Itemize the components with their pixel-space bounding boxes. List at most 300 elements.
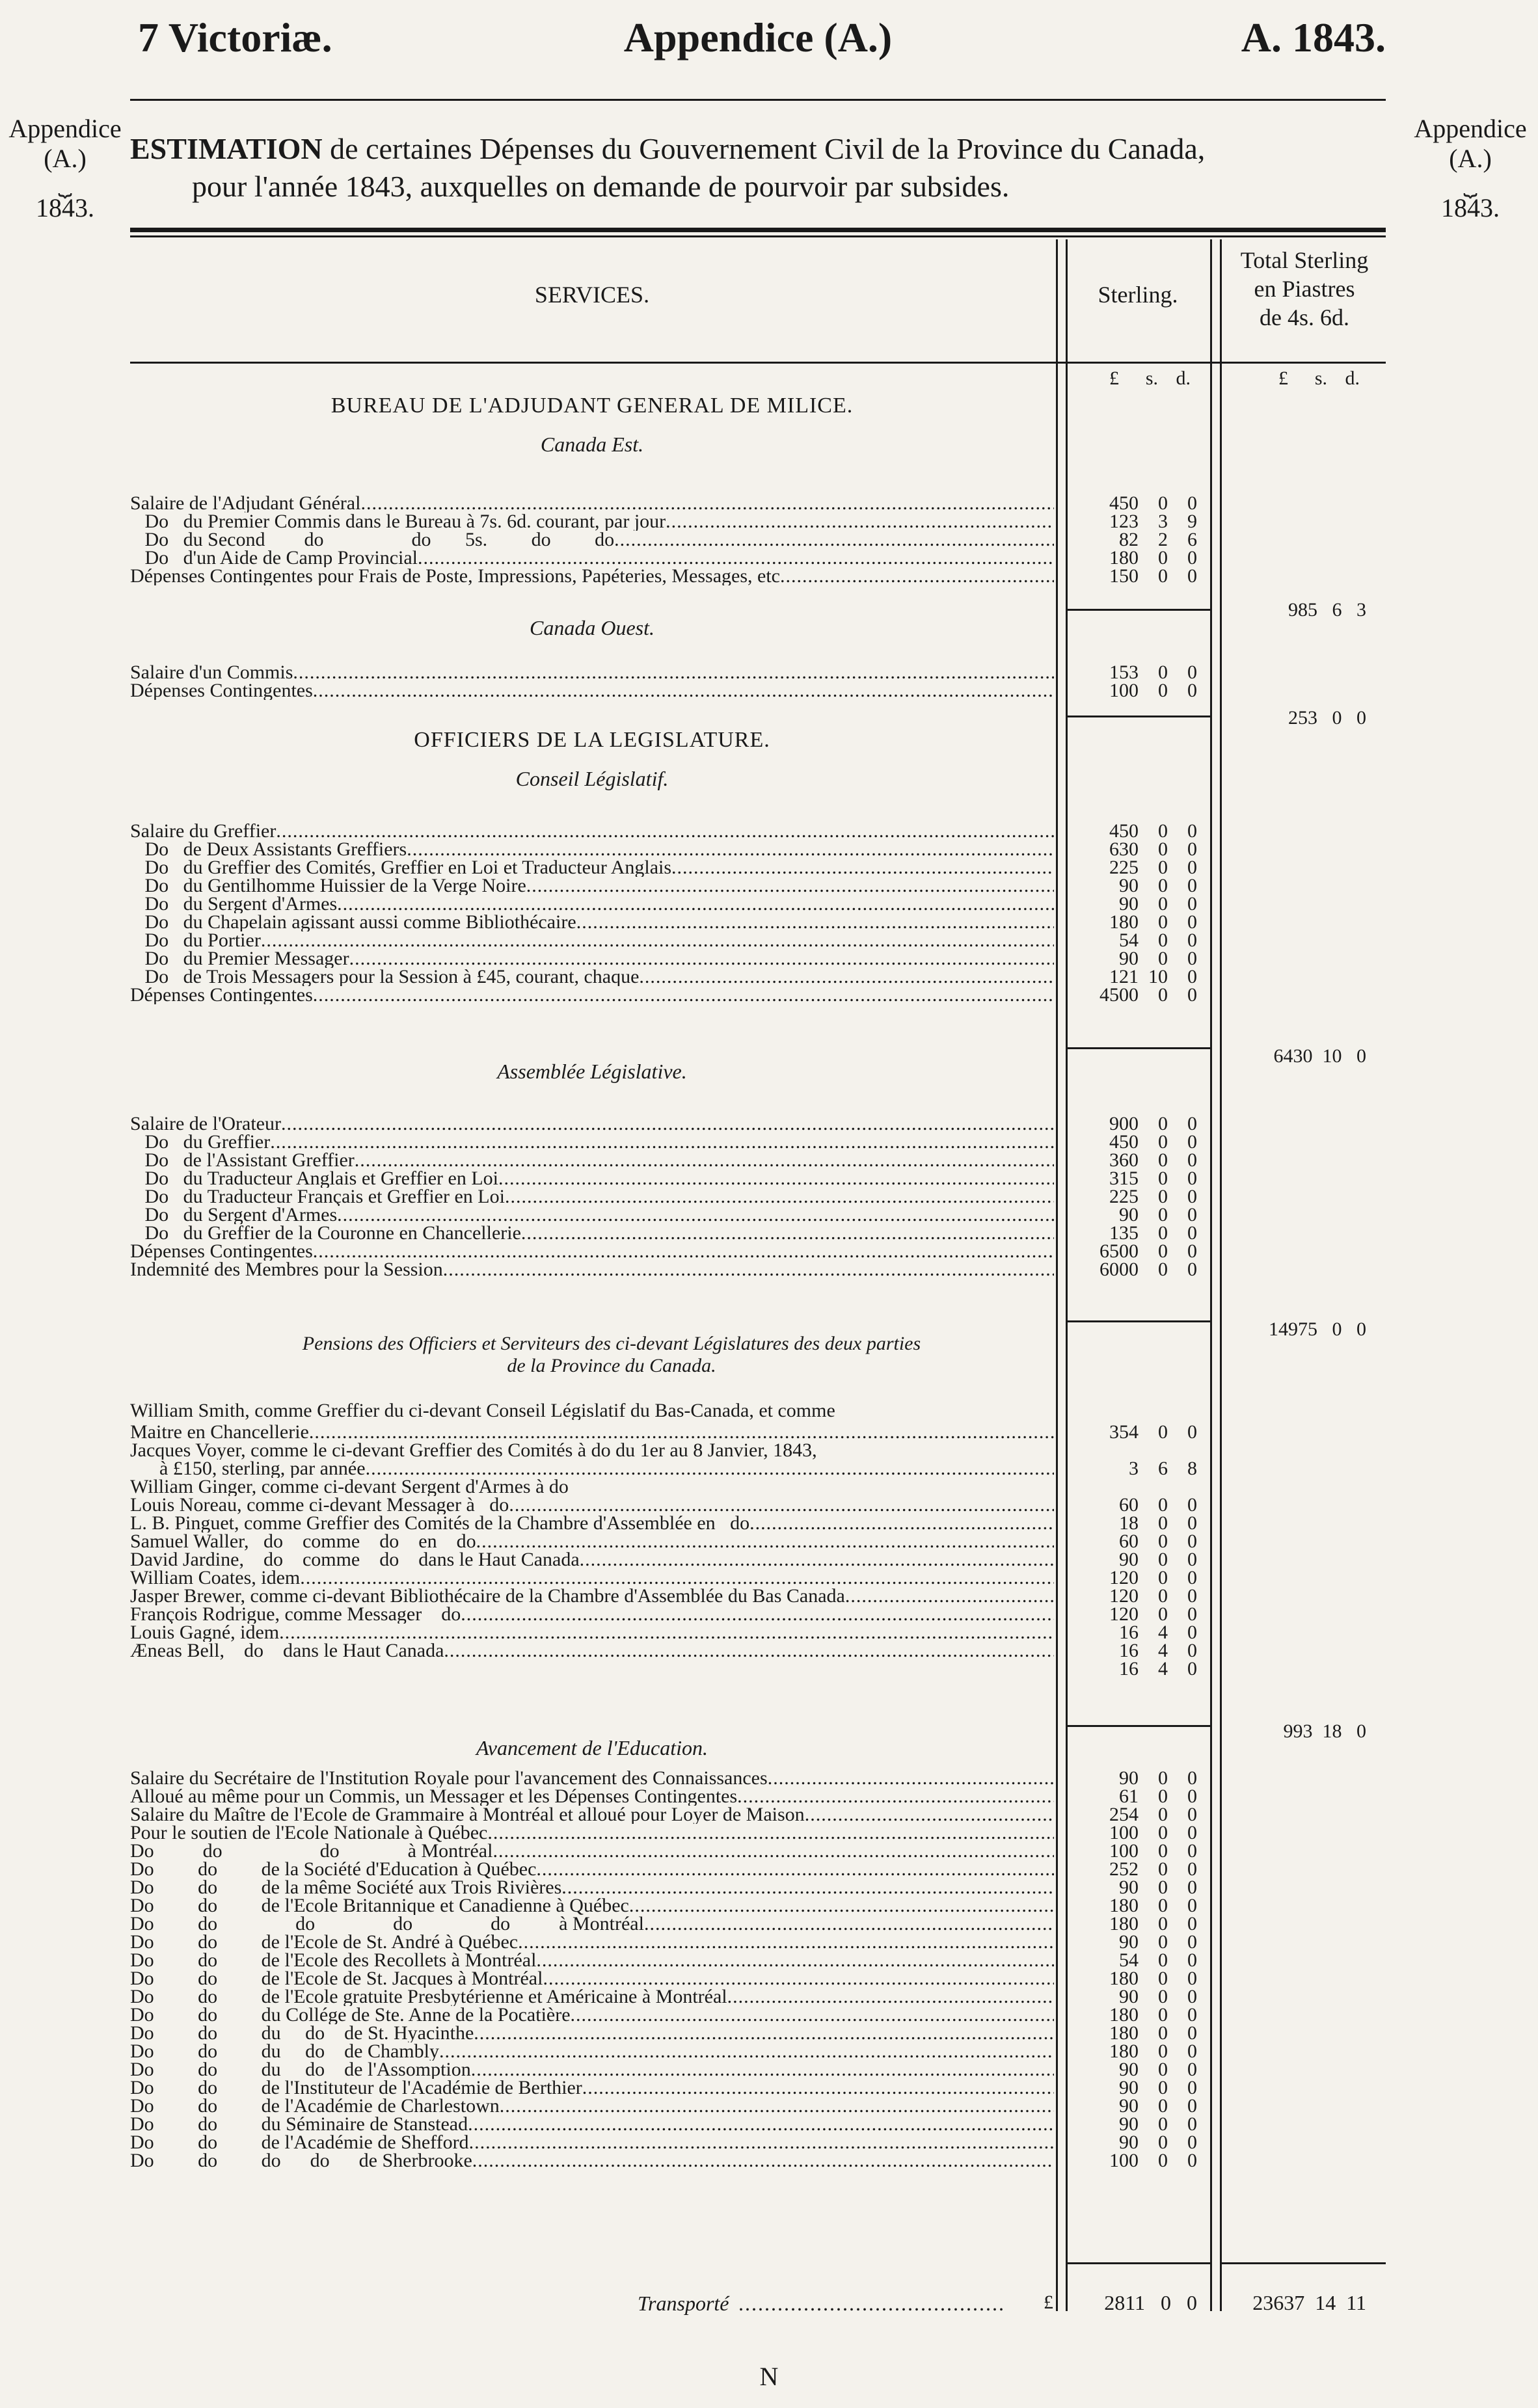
row-label: Dépenses Contingentes pour Frais de Poste, Impressions, Papéteries, Messages, etc .....	[130, 567, 1054, 585]
row-pence: 0	[1187, 1858, 1197, 1880]
row-pounds: 6000	[1100, 1259, 1139, 1280]
row-label: Do de Deux Assistants Greffiers .....	[130, 840, 1054, 859]
row-pounds: 18	[1119, 1512, 1139, 1534]
row-label: Do do du do de l'Assomption .....	[130, 2061, 1054, 2079]
row-pounds: 90	[1119, 893, 1139, 915]
row-shillings: 0	[1158, 1549, 1168, 1570]
row-label: Do do du Collége de Ste. Anne de la Pocatière .....	[130, 2006, 1054, 2024]
row-pounds: 450	[1109, 820, 1139, 842]
table-row	[130, 1951, 1386, 1970]
row-label: Do du Portier .....	[130, 931, 1054, 950]
row-shillings: 0	[1158, 1767, 1168, 1789]
row-pence: 0	[1187, 1494, 1197, 1516]
row-label: Salaire du Greffier .....	[130, 822, 1054, 840]
row-pence: 0	[1187, 1640, 1197, 1661]
unit-pence: d.	[1176, 368, 1191, 389]
table-row	[130, 1532, 1386, 1551]
page-header	[130, 12, 1386, 64]
row-pounds: 630	[1109, 838, 1139, 860]
row-pence: 0	[1187, 2022, 1197, 2044]
row-pounds: 90	[1119, 1204, 1139, 1225]
row-shillings: 0	[1158, 2077, 1168, 2098]
row-label: Do do du Séminaire de Stanstead .....	[130, 2115, 1054, 2134]
table-row	[130, 1806, 1386, 1824]
row-pence: 0	[1187, 1986, 1197, 2007]
subtotal-rule	[1066, 1047, 1210, 1049]
row-shillings: 0	[1158, 1858, 1168, 1880]
row-label: Do do do do de Sherbrooke .....	[130, 2152, 1054, 2170]
table-row	[130, 1496, 1386, 1514]
row-shillings: 0	[1158, 1968, 1168, 1989]
row-shillings: 0	[1158, 2150, 1168, 2171]
subtotal-rule	[1066, 609, 1210, 611]
row-shillings: 0	[1158, 1877, 1168, 1898]
row-pounds: 135	[1109, 1222, 1139, 1244]
row-pounds: 150	[1109, 565, 1139, 587]
col-header-sterling: Sterling.	[1098, 282, 1178, 308]
subtotal-rule	[1066, 1320, 1210, 1322]
row-label: Louis Noreau, comme ci-devant Messager à do .....	[130, 1496, 1054, 1514]
row-pence: 0	[1187, 1186, 1197, 1207]
row-shillings: 0	[1158, 875, 1168, 896]
table-row	[130, 1242, 1386, 1261]
row-pounds: 90	[1119, 1767, 1139, 1789]
row-label: Salaire du Secrétaire de l'Institution Royale pour l'avancement des Connaissances .....	[130, 1769, 1054, 1787]
table-row	[130, 1587, 1386, 1605]
row-shillings: 0	[1158, 2113, 1168, 2135]
row-shillings: 0	[1158, 1840, 1168, 1862]
row-pounds: 16	[1119, 1622, 1139, 1643]
row-shillings: 0	[1158, 2095, 1168, 2117]
subsection-canada-est: Canada Est.	[540, 433, 644, 456]
row-shillings: 0	[1158, 1131, 1168, 1153]
row-shillings: 0	[1158, 1567, 1168, 1588]
row-pence: 0	[1187, 1658, 1197, 1679]
table-row	[130, 513, 1386, 531]
row-label: Louis Gagné, idem .....	[130, 1624, 1054, 1642]
row-pence: 0	[1187, 948, 1197, 969]
row-label: Do do de l'Ecole Britannique et Canadienne à Québec .....	[130, 1897, 1054, 1915]
row-pence: 0	[1187, 1240, 1197, 1262]
row-shillings: 0	[1158, 1168, 1168, 1189]
table-row	[130, 567, 1386, 585]
table-row	[130, 1224, 1386, 1242]
table-row	[130, 663, 1386, 682]
row-label: Alloué au même pour un Commis, un Messager et les Dépenses Contingentes .....	[130, 1787, 1054, 1806]
table-row	[130, 895, 1386, 913]
brace-icon: ⏟	[1463, 170, 1477, 196]
row-shillings: 0	[1158, 911, 1168, 933]
table-row	[130, 859, 1386, 877]
row-pounds: 225	[1109, 857, 1139, 878]
col-header-services: SERVICES.	[534, 282, 650, 308]
row-shillings: 0	[1158, 1949, 1168, 1971]
row-label: François Rodrigue, comme Messager do .....	[130, 1605, 1054, 1624]
table-row	[130, 1988, 1386, 2006]
row-shillings: 0	[1158, 1822, 1168, 1843]
row-pounds: 16	[1119, 1658, 1139, 1679]
row-label: Salaire de l'Orateur .....	[130, 1115, 1054, 1133]
row-pence: 0	[1187, 1168, 1197, 1189]
row-pounds: 180	[1109, 2004, 1139, 2026]
row-pounds: 360	[1109, 1149, 1139, 1171]
transport-total: 23637 14 11	[1252, 2291, 1366, 2314]
row-pounds: 100	[1109, 2150, 1139, 2171]
row-pounds: 90	[1119, 1877, 1139, 1898]
row-shillings: 10	[1148, 966, 1168, 987]
row-pence: 0	[1187, 1204, 1197, 1225]
row-label: Do d'un Aide de Camp Provincial .....	[130, 549, 1054, 567]
row-label: Do du Greffier .....	[130, 1133, 1054, 1151]
row-pounds: 90	[1119, 875, 1139, 896]
row-shillings: 0	[1158, 1913, 1168, 1934]
row-label: Do do de l'Ecole de St. André à Québec .....	[130, 1933, 1054, 1951]
row-label: Do do de l'Ecole gratuite Presbytérienne et Américaine à Montréal .....	[130, 1988, 1054, 2006]
side-note-right: Appendice (A.) ⏟ 1843.	[1405, 114, 1535, 223]
row-shillings: 0	[1158, 1259, 1168, 1280]
row-pounds: 121	[1109, 966, 1139, 987]
table-row	[130, 1551, 1386, 1569]
row-shillings: 0	[1158, 1512, 1168, 1534]
row-pence: 0	[1187, 1531, 1197, 1552]
row-label: Do do du do de St. Hyacinthe .....	[130, 2024, 1054, 2042]
row-label: Do du Traducteur Anglais et Greffier en Loi .....	[130, 1170, 1054, 1188]
row-pounds: 180	[1109, 547, 1139, 569]
row-shillings: 0	[1158, 1113, 1168, 1134]
row-pounds: 90	[1119, 948, 1139, 969]
row-shillings: 0	[1158, 680, 1168, 701]
total-milice-est: 985 6 3	[1288, 599, 1366, 621]
row-label: Do do de l'Académie de Charlestown .....	[130, 2097, 1054, 2115]
row-pounds: 100	[1109, 1840, 1139, 1862]
row-pence: 0	[1187, 2077, 1197, 2098]
row-label: Do do de l'Académie de Shefford .....	[130, 2134, 1054, 2152]
table-row	[130, 840, 1386, 859]
row-pence: 0	[1187, 565, 1197, 587]
table-row: William Ginger, comme ci-devant Sergent d'Armes à do	[130, 1478, 569, 1496]
row-pounds: 180	[1109, 2040, 1139, 2062]
row-pence: 0	[1187, 857, 1197, 878]
table-row	[130, 1769, 1386, 1787]
row-pence: 0	[1187, 2095, 1197, 2117]
row-label: Do du Greffier des Comités, Greffier en Loi et Traducteur Anglais .....	[130, 859, 1054, 877]
unit-shilling: s.	[1145, 368, 1158, 389]
row-pence: 0	[1187, 1895, 1197, 1916]
total-pensions: 993 18 0	[1283, 1720, 1366, 1742]
row-pounds: 90	[1119, 2095, 1139, 2117]
row-shillings: 0	[1158, 1986, 1168, 2007]
unit-pound: £	[1109, 368, 1119, 389]
subsection-canada-ouest: Canada Ouest.	[530, 616, 654, 639]
subtotal-rule	[1066, 716, 1210, 717]
row-label: Do du Traducteur Français et Greffier en Loi .....	[130, 1188, 1054, 1206]
row-pounds: 100	[1109, 680, 1139, 701]
row-pounds: 90	[1119, 2132, 1139, 2153]
subsection-assemblee: Assemblée Législative.	[497, 1060, 687, 1083]
transport-label: Transporté	[638, 2292, 729, 2315]
row-pence: 0	[1187, 820, 1197, 842]
section-milice: BUREAU DE L'ADJUDANT GENERAL DE MILICE.	[331, 394, 854, 418]
row-shillings: 3	[1158, 511, 1168, 532]
footer-signature: N	[759, 2362, 779, 2391]
transport-dots: .........................................	[738, 2292, 1005, 2315]
row-pence: 0	[1187, 1603, 1197, 1625]
row-pence: 0	[1187, 492, 1197, 514]
table-row	[130, 1642, 1386, 1660]
row-label: David Jardine, do comme do dans le Haut Canada .....	[130, 1551, 1054, 1569]
row-shillings: 0	[1158, 893, 1168, 915]
table-row	[130, 877, 1386, 895]
col-header-total: Total Sterling en Piastres de 4s. 6d.	[1240, 247, 1369, 330]
row-shillings: 0	[1158, 662, 1168, 683]
table-row	[130, 2097, 1386, 2115]
unit-pence: d.	[1345, 368, 1360, 389]
row-pounds: 82	[1119, 529, 1139, 550]
transport-sterling: 2811 0 0	[1104, 2291, 1197, 2314]
row-pounds: 900	[1109, 1113, 1139, 1134]
row-pence: 0	[1187, 1949, 1197, 1971]
row-pounds: 252	[1109, 1858, 1139, 1880]
table-row	[130, 1624, 1386, 1642]
row-pounds: 315	[1109, 1168, 1139, 1189]
row-pounds: 354	[1109, 1421, 1139, 1443]
row-shillings: 0	[1158, 1786, 1168, 1807]
row-label: Do do do do do à Montréal .....	[130, 1915, 1054, 1933]
table-row	[130, 1933, 1386, 1951]
row-label: Indemnité des Membres pour la Session .....	[130, 1261, 1054, 1279]
table-row	[130, 1170, 1386, 1188]
table-row	[130, 1824, 1386, 1842]
row-pence: 0	[1187, 2040, 1197, 2062]
row-pence: 0	[1187, 1512, 1197, 1534]
row-pence: 0	[1187, 911, 1197, 933]
table-row	[130, 2115, 1386, 2134]
table-row	[130, 913, 1386, 931]
row-pence: 0	[1187, 2004, 1197, 2026]
table-row	[130, 682, 1386, 700]
row-shillings: 6	[1158, 1458, 1168, 1479]
row-shillings: 0	[1158, 2040, 1168, 2062]
row-pence: 0	[1187, 1786, 1197, 1807]
row-pounds: 90	[1119, 2077, 1139, 2098]
row-pence: 0	[1187, 1767, 1197, 1789]
row-pounds: 16	[1119, 1640, 1139, 1661]
row-label: Æneas Bell, do dans le Haut Canada .....	[130, 1642, 1054, 1660]
table-row	[130, 950, 1386, 968]
row-label: Dépenses Contingentes .....	[130, 1242, 1054, 1261]
total-conseil: 6430 10 0	[1273, 1045, 1366, 1067]
side-note-left: Appendice (A.) ⏟ 1843.	[0, 114, 130, 223]
row-pence: 0	[1187, 2113, 1197, 2135]
row-shillings: 4	[1158, 1658, 1168, 1679]
row-pounds: 60	[1119, 1531, 1139, 1552]
row-shillings: 0	[1158, 2004, 1168, 2026]
row-pence: 0	[1187, 680, 1197, 701]
row-pence: 0	[1187, 1840, 1197, 1862]
row-pounds: 450	[1109, 492, 1139, 514]
transport-pound: £	[1044, 2292, 1053, 2313]
row-pounds: 90	[1119, 2113, 1139, 2135]
table-row: Jacques Voyer, comme le ci-devant Greffier des Comités à do du 1er au 8 Janvier, 1843,	[130, 1441, 817, 1460]
row-shillings: 2	[1158, 529, 1168, 550]
row-label: Do do du do de Chambly .....	[130, 2042, 1054, 2061]
row-label: Do do de l'Ecole des Recollets à Montréal .....	[130, 1951, 1054, 1970]
row-pounds: 54	[1119, 1949, 1139, 1971]
table-row	[130, 1879, 1386, 1897]
row-pence: 0	[1187, 2059, 1197, 2080]
row-pence: 0	[1187, 1968, 1197, 1989]
table-row	[130, 1261, 1386, 1279]
table-row: William Smith, comme Greffier du ci-devant Conseil Législatif du Bas-Canada, et comme	[130, 1402, 835, 1420]
row-pence: 0	[1187, 1804, 1197, 1825]
table-row	[130, 494, 1386, 513]
row-pence: 0	[1187, 1259, 1197, 1280]
row-shillings: 0	[1158, 1895, 1168, 1916]
row-label: Dépenses Contingentes .....	[130, 986, 1054, 1004]
row-pence: 0	[1187, 1549, 1197, 1570]
row-shillings: 4	[1158, 1640, 1168, 1661]
row-pence: 0	[1187, 1113, 1197, 1134]
table-row	[130, 531, 1386, 549]
row-label: Salaire du Maître de l'Ecole de Grammaire à Montréal et alloué pour Loyer de Maison .....	[130, 1806, 1054, 1824]
table-row	[130, 2152, 1386, 2170]
table-row	[130, 968, 1386, 986]
row-shillings: 0	[1158, 1222, 1168, 1244]
row-pounds: 120	[1109, 1585, 1139, 1607]
row-pence: 0	[1187, 838, 1197, 860]
total-assemblee: 14975 0 0	[1269, 1318, 1366, 1340]
table-row	[130, 2024, 1386, 2042]
row-label: Samuel Waller, do comme do en do .....	[130, 1532, 1054, 1551]
table-row	[130, 2134, 1386, 2152]
row-pounds: 6500	[1100, 1240, 1139, 1262]
row-label: Salaire d'un Commis .....	[130, 663, 1054, 682]
row-pounds: 3	[1129, 1458, 1139, 1479]
table-row	[130, 1660, 1386, 1678]
row-shillings: 0	[1158, 1186, 1168, 1207]
row-shillings: 0	[1158, 1531, 1168, 1552]
row-shillings: 0	[1158, 492, 1168, 514]
table-row	[130, 1842, 1386, 1860]
table-row	[130, 2006, 1386, 2024]
row-shillings: 0	[1158, 1421, 1168, 1443]
table-row	[130, 2079, 1386, 2097]
header-center: Appendice (A.)	[623, 14, 893, 60]
row-shillings: 0	[1158, 1603, 1168, 1625]
row-label: Do du Sergent d'Armes .....	[130, 1206, 1054, 1224]
header-left: 7 Victoriæ.	[138, 14, 332, 60]
row-pounds: 254	[1109, 1804, 1139, 1825]
row-pence: 0	[1187, 2150, 1197, 2171]
row-pence: 0	[1187, 1585, 1197, 1607]
row-shillings: 0	[1158, 1149, 1168, 1171]
table-row	[130, 1605, 1386, 1624]
row-pence: 0	[1187, 1149, 1197, 1171]
row-pence: 0	[1187, 1931, 1197, 1953]
row-pounds: 180	[1109, 911, 1139, 933]
row-pence: 0	[1187, 662, 1197, 683]
row-pence: 0	[1187, 1131, 1197, 1153]
table-row	[130, 1423, 1386, 1441]
row-shillings: 0	[1158, 857, 1168, 878]
header-right: A. 1843.	[1241, 14, 1386, 60]
row-shillings: 0	[1158, 565, 1168, 587]
row-shillings: 0	[1158, 1804, 1168, 1825]
row-label: Do du Greffier de la Couronne en Chancellerie .....	[130, 1224, 1054, 1242]
table-row	[130, 549, 1386, 567]
row-pence: 0	[1187, 966, 1197, 987]
table-row	[130, 1460, 1386, 1478]
table-row	[130, 1514, 1386, 1532]
table-row	[130, 1188, 1386, 1206]
table-row	[130, 1115, 1386, 1133]
row-label: Do du Second do do 5s. do do .....	[130, 531, 1054, 549]
row-pounds: 180	[1109, 1895, 1139, 1916]
row-pence: 0	[1187, 1877, 1197, 1898]
row-shillings: 0	[1158, 838, 1168, 860]
row-label: William Coates, idem .....	[130, 1569, 1054, 1587]
table-row	[130, 1569, 1386, 1587]
table-row	[130, 1787, 1386, 1806]
row-pounds: 90	[1119, 2059, 1139, 2080]
row-shillings: 0	[1158, 1585, 1168, 1607]
brace-icon: ⏟	[58, 170, 72, 196]
table-row	[130, 986, 1386, 1004]
row-label: Do du Chapelain agissant aussi comme Bibliothécaire .....	[130, 913, 1054, 931]
unit-pound: £	[1278, 368, 1288, 389]
row-pounds: 90	[1119, 1986, 1139, 2007]
row-shillings: 0	[1158, 930, 1168, 951]
row-pence: 0	[1187, 875, 1197, 896]
subsection-conseil: Conseil Législatif.	[515, 767, 669, 790]
row-pounds: 153	[1109, 662, 1139, 683]
row-shillings: 0	[1158, 1494, 1168, 1516]
subtotal-rule	[1220, 2262, 1386, 2264]
row-label: Do du Gentilhomme Huissier de la Verge Noire .....	[130, 877, 1054, 895]
row-pence: 9	[1187, 511, 1197, 532]
title-rule	[130, 228, 1386, 232]
row-pence: 0	[1187, 1622, 1197, 1643]
title-rule-2	[130, 235, 1386, 237]
row-label: Do do de la même Société aux Trois Rivières .....	[130, 1879, 1054, 1897]
section-legislature: OFFICIERS DE LA LEGISLATURE.	[414, 728, 770, 752]
subsection-pensions-1: Pensions des Officiers et Serviteurs des ci-devant Législatures des deux parties	[302, 1333, 921, 1354]
table-row	[130, 1133, 1386, 1151]
row-shillings: 0	[1158, 1204, 1168, 1225]
row-pence: 0	[1187, 984, 1197, 1006]
estimate-table	[130, 239, 1386, 2315]
row-pence: 0	[1187, 1421, 1197, 1443]
row-shillings: 0	[1158, 820, 1168, 842]
row-pounds: 60	[1119, 1494, 1139, 1516]
row-pounds: 61	[1119, 1786, 1139, 1807]
row-pence: 0	[1187, 547, 1197, 569]
header-rule-bottom	[130, 362, 1386, 364]
row-label: Do du Sergent d'Armes .....	[130, 895, 1054, 913]
table-row	[130, 2061, 1386, 2079]
row-label: Do do de la Société d'Education à Québec .....	[130, 1860, 1054, 1879]
row-shillings: 0	[1158, 2059, 1168, 2080]
table-row	[130, 1860, 1386, 1879]
header-rule	[130, 99, 1386, 101]
row-label: à £150, sterling, par année .....	[130, 1460, 1054, 1478]
page-title: ESTIMATION de certaines Dépenses du Gouvernement Civil de la Province du Canada, pour l'année 1843, auxquelles on demande de pourvoir par subsides.	[130, 132, 1206, 203]
row-label: Do du Premier Messager .....	[130, 950, 1054, 968]
table-row	[130, 931, 1386, 950]
table-row	[130, 1897, 1386, 1915]
row-shillings: 4	[1158, 1622, 1168, 1643]
table-row	[130, 1151, 1386, 1170]
